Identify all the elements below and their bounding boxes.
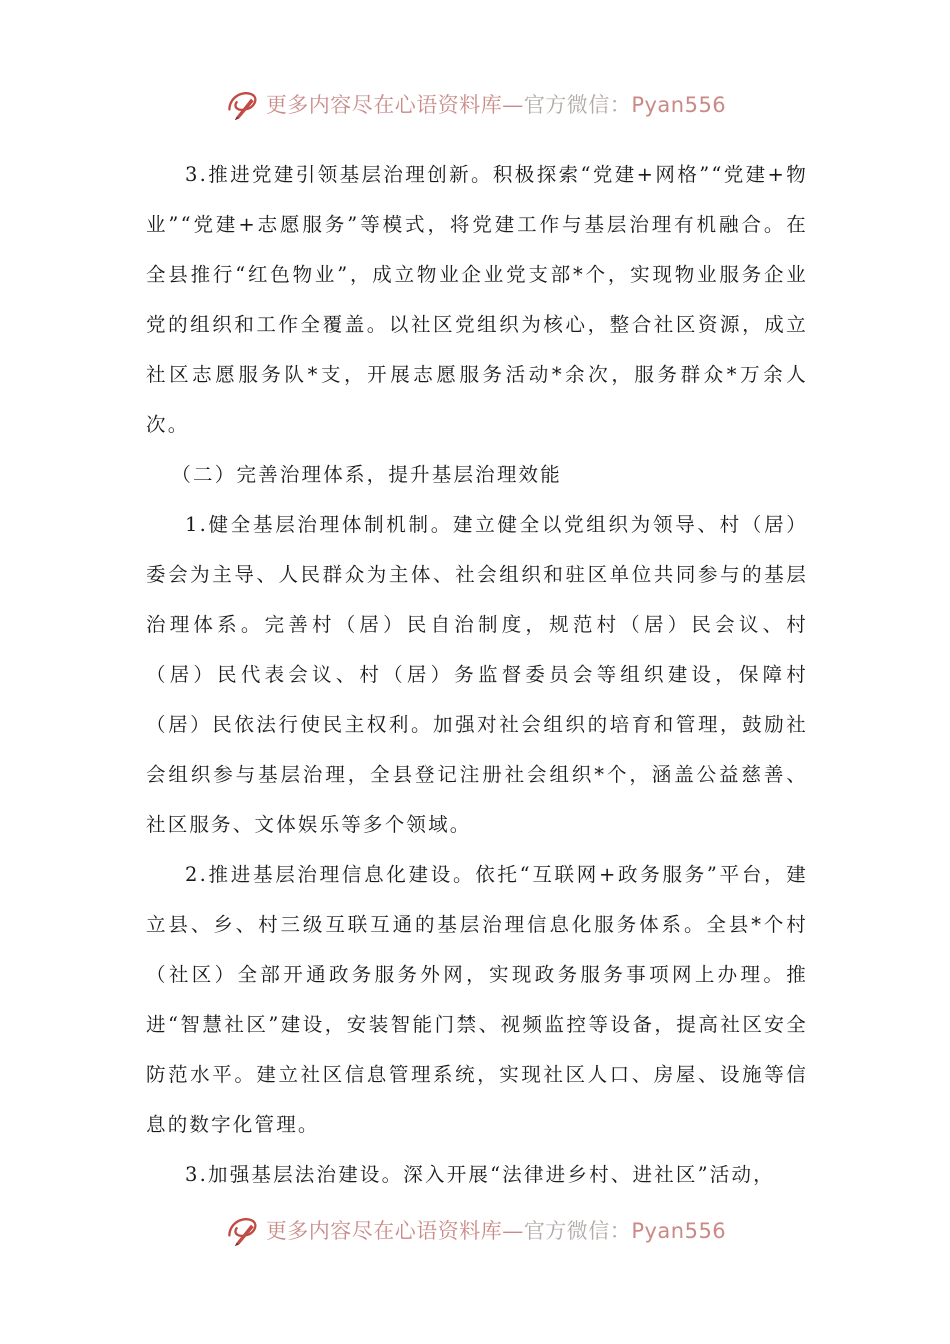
pen-swirl-icon [224,86,260,122]
watermark-wechat: 官方微信： [523,1219,632,1243]
paragraph-governance-system: 1.健全基层治理体制机制。建立健全以党组织为领导、村（居）委会为主导、人民群众为主体、社会组织和驻区单位共同参与的基层治理体系。完善村（居）民自治制度，规范村（居）民会议、村（居）民代表会议、村（居）务监督委员会等组织建设，保障村（居）民依法行使民主权利。加强对社会组织的培育和管理，鼓励社会组织参与基层治理，全县登记注册社会组织*个，涵盖公益慈善、社区服务、文体娱乐等多个领域。 [146,513,808,836]
footer-watermark [0,1208,950,1252]
document-body [146,150,808,1200]
watermark-text [266,1215,726,1245]
watermark-id: Pyan556 [631,1219,727,1243]
paragraph-informatization: 2.推进基层治理信息化建设。依托“互联网+政务服务”平台，建立县、乡、村三级互联互通的基层治理信息化服务体系。全县*个村（社区）全部开通政务服务外网，实现政务服务事项网上办理。推进“智慧社区”建设，安装智能门禁、视频监控等设备，提高社区安全防范水平。建立社区信息管理系统，实现社区人口、房屋、设施等信息的数字化管理。 [146,863,808,1136]
paragraph-rule-of-law: 3.加强基层法治建设。深入开展“法律进乡村、进社区”活动， [185,1163,775,1186]
watermark-wechat: 官方微信： [523,93,632,117]
watermark-id: Pyan556 [631,93,727,117]
header-watermark [0,82,950,126]
section-heading: （二）完善治理体系，提升基层治理效能 [171,463,562,486]
watermark-main: 更多内容尽在心语资料库— [265,93,524,117]
watermark-text [266,89,726,119]
watermark-main: 更多内容尽在心语资料库— [265,1219,524,1243]
pen-swirl-icon [224,1212,260,1248]
paragraph-party-building: 3.推进党建引领基层治理创新。积极探索“党建+网格”“党建+物业”“党建+志愿服务”等模式，将党建工作与基层治理有机融合。在全县推行“红色物业”，成立物业企业党支部*个，实现物业服务企业党的组织和工作全覆盖。以社区党组织为核心，整合社区资源，成立社区志愿服务队*支，开展志愿服务活动*余次，服务群众*万余人次。 [146,163,808,436]
